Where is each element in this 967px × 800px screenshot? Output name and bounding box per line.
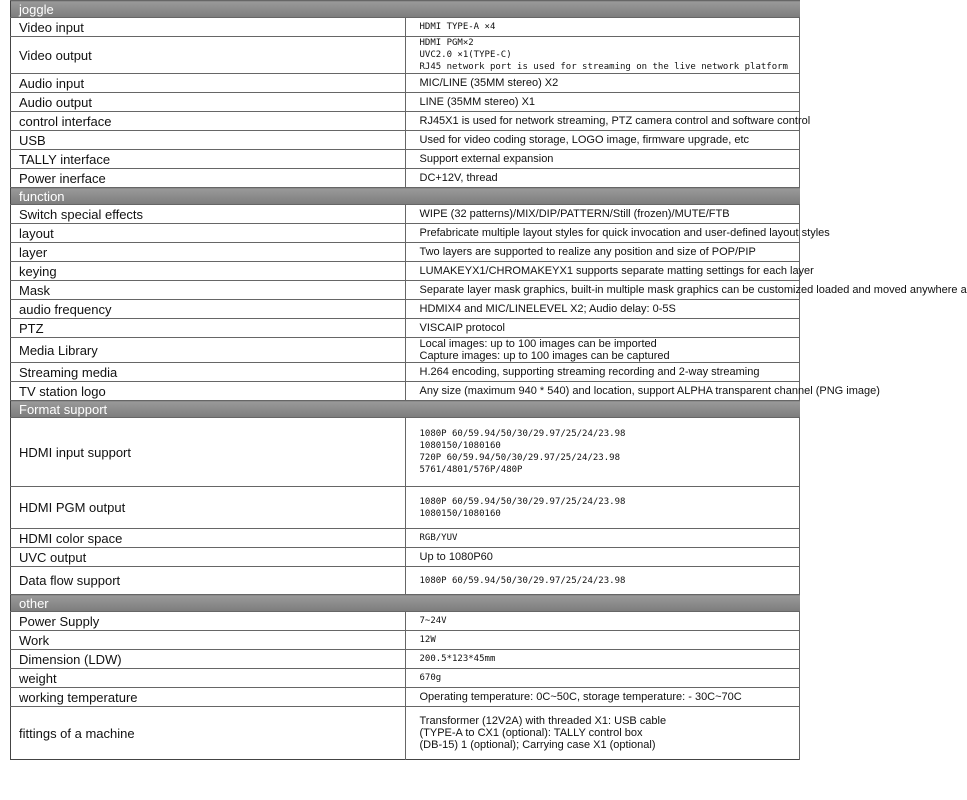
spec-value-line: LINE (35MM stereo) X1 — [419, 96, 536, 108]
spec-row-layer — [11, 243, 800, 262]
spec-label: Audio output — [11, 93, 406, 112]
spec-label: TALLY interface — [11, 150, 406, 169]
spec-value-line: HDMIX4 and MIC/LINELEVEL X2; Audio delay: 0-5S — [419, 303, 676, 315]
spec-label: Mask — [11, 281, 406, 300]
spec-value-line: Prefabricate multiple layout styles for quick invocation and user-defined layout styles — [419, 227, 830, 239]
spec-value-line: HDMI PGM×2 — [419, 38, 474, 48]
spec-label: HDMI input support — [11, 418, 406, 487]
spec-label: control interface — [11, 112, 406, 131]
spec-label: Power inerface — [11, 169, 406, 188]
spec-label: Power Supply — [11, 612, 406, 631]
section-title: Format support — [11, 401, 800, 418]
spec-value-line: Used for video coding storage, LOGO image, firmware upgrade, etc — [419, 134, 750, 146]
spec-row-audio-frequency — [11, 300, 800, 319]
spec-row-video-output — [11, 37, 800, 74]
spec-value-line: VISCAIP protocol — [419, 322, 505, 334]
section-header-joggle — [11, 1, 800, 18]
spec-value-line: RJ45X1 is used for network streaming, PTZ camera control and software control — [419, 115, 811, 127]
spec-label: fittings of a machine — [11, 707, 406, 760]
spec-label: TV station logo — [11, 382, 406, 401]
spec-value — [405, 650, 800, 669]
spec-row-audio-input — [11, 74, 800, 93]
spec-value — [405, 363, 800, 382]
spec-label: USB — [11, 131, 406, 150]
section-title: function — [11, 188, 800, 205]
spec-value-line: UVC2.0 ×1(TYPE-C) — [419, 50, 512, 60]
spec-row-power-inerface — [11, 169, 800, 188]
spec-row-switch-special-effects — [11, 205, 800, 224]
spec-value — [405, 529, 800, 548]
spec-row-keying — [11, 262, 800, 281]
spec-row-streaming-media — [11, 363, 800, 382]
spec-row-control-interface — [11, 112, 800, 131]
spec-value — [405, 281, 967, 300]
spec-value — [405, 707, 800, 760]
spec-value-line: Separate layer mask graphics, built-in multiple mask graphics can be customized loaded and moved anywhere a — [419, 284, 967, 296]
spec-row-usb — [11, 131, 800, 150]
spec-label: Video output — [11, 37, 406, 74]
spec-value — [405, 224, 830, 243]
spec-row-work — [11, 631, 800, 650]
spec-row-layout — [11, 224, 800, 243]
section-title: other — [11, 595, 800, 612]
spec-row-hdmi-input-support — [11, 418, 800, 487]
spec-value-line: RJ45 network port is used for streaming on the live network platform — [419, 62, 788, 72]
spec-label: Data flow support — [11, 567, 406, 595]
spec-row-tv-station-logo — [11, 382, 800, 401]
spec-row-working-temperature — [11, 688, 800, 707]
spec-label: audio frequency — [11, 300, 406, 319]
spec-value — [405, 169, 800, 188]
spec-value-line: 1080P 60/59.94/50/30/29.97/25/24/23.98 — [419, 575, 626, 586]
section-header-other — [11, 595, 800, 612]
spec-table — [10, 0, 967, 760]
spec-label: Dimension (LDW) — [11, 650, 406, 669]
spec-value-line: 1080150/1080160 — [419, 441, 501, 451]
spec-value — [405, 131, 800, 150]
section-header-function — [11, 188, 800, 205]
spec-label: Media Library — [11, 338, 406, 363]
spec-value — [405, 93, 800, 112]
spec-value-line: Support external expansion — [419, 153, 554, 165]
spec-value-line: Two layers are supported to realize any position and size of POP/PIP — [419, 246, 756, 258]
spec-value — [405, 150, 800, 169]
spec-label: HDMI color space — [11, 529, 406, 548]
spec-value-line: WIPE (32 patterns)/MIX/DIP/PATTERN/Still (frozen)/MUTE/FTB — [419, 208, 730, 220]
spec-value — [405, 262, 814, 281]
spec-value-line: 1080P 60/59.94/50/30/29.97/25/24/23.98 — [419, 429, 626, 439]
spec-value — [405, 112, 811, 131]
spec-value-line: HDMI TYPE-A ×4 — [419, 22, 496, 32]
spec-value-line: H.264 encoding, supporting streaming recording and 2-way streaming — [419, 366, 760, 378]
spec-value-line: Any size (maximum 940 * 540) and location, support ALPHA transparent channel (PNG image) — [419, 385, 880, 397]
spec-value-line: RGB/YUV — [419, 533, 458, 543]
spec-label: PTZ — [11, 319, 406, 338]
spec-value-line: 12W — [419, 635, 436, 645]
spec-value-line: 670g — [419, 673, 442, 683]
spec-row-weight — [11, 669, 800, 688]
spec-value-line: 200.5*123*45mm — [419, 654, 496, 664]
spec-value-line: Capture images: up to 100 images can be captured — [419, 350, 670, 362]
spec-value — [405, 300, 800, 319]
spec-label: UVC output — [11, 548, 406, 567]
spec-row-audio-output — [11, 93, 800, 112]
spec-value — [405, 418, 800, 487]
spec-value-line: Up to 1080P60 — [419, 551, 493, 563]
spec-row-hdmi-pgm-output — [11, 487, 800, 529]
spec-value — [405, 631, 800, 650]
spec-label: weight — [11, 669, 406, 688]
spec-value-line: (DB-15) 1 (optional); Carrying case X1 (optional) — [419, 739, 656, 751]
spec-row-hdmi-color-space — [11, 529, 800, 548]
spec-value — [405, 37, 800, 74]
spec-row-dimension-ldw — [11, 650, 800, 669]
spec-value — [405, 243, 800, 262]
spec-value-line: DC+12V, thread — [419, 172, 498, 184]
spec-label: Streaming media — [11, 363, 406, 382]
spec-value-line: Transformer (12V2A) with threaded X1: USB cable — [419, 715, 667, 727]
spec-value — [405, 548, 800, 567]
spec-value — [405, 18, 800, 37]
spec-label: Work — [11, 631, 406, 650]
spec-row-video-input — [11, 18, 800, 37]
spec-value — [405, 688, 800, 707]
spec-value — [405, 205, 800, 224]
section-header-format-support — [11, 401, 800, 418]
spec-row-power-supply — [11, 612, 800, 631]
spec-value — [405, 669, 800, 688]
spec-label: Switch special effects — [11, 205, 406, 224]
spec-value-line: 720P 60/59.94/50/30/29.97/25/24/23.98 — [419, 453, 620, 463]
spec-value-line: LUMAKEYX1/CHROMAKEYX1 supports separate matting settings for each layer — [419, 265, 814, 277]
spec-value-line: Operating temperature: 0C~50C, storage temperature: - 30C~70C — [419, 691, 742, 703]
spec-value — [405, 567, 800, 595]
spec-value-line: MIC/LINE (35MM stereo) X2 — [419, 77, 559, 89]
spec-label: Video input — [11, 18, 406, 37]
spec-value — [405, 74, 800, 93]
spec-label: HDMI PGM output — [11, 487, 406, 529]
spec-label: layout — [11, 224, 406, 243]
spec-label: layer — [11, 243, 406, 262]
spec-row-mask — [11, 281, 800, 300]
spec-label: keying — [11, 262, 406, 281]
spec-row-fittings-of-a-machine — [11, 707, 800, 760]
spec-value — [405, 338, 800, 363]
spec-value — [405, 487, 800, 529]
spec-label: working temperature — [11, 688, 406, 707]
spec-row-uvc-output — [11, 548, 800, 567]
spec-row-data-flow-support — [11, 567, 800, 595]
spec-value-line: 7~24V — [419, 616, 447, 626]
spec-row-media-library — [11, 338, 800, 363]
spec-row-ptz — [11, 319, 800, 338]
spec-value — [405, 612, 800, 631]
spec-value-line: (TYPE-A to CX1 (optional): TALLY control box — [419, 727, 643, 739]
spec-value — [405, 382, 880, 401]
spec-value-line: 5761/4801/576P/480P — [419, 465, 523, 475]
spec-row-tally-interface — [11, 150, 800, 169]
spec-label: Audio input — [11, 74, 406, 93]
spec-value-line: 1080150/1080160 — [419, 508, 501, 519]
spec-value-line: 1080P 60/59.94/50/30/29.97/25/24/23.98 — [419, 496, 626, 507]
spec-table-body — [11, 1, 967, 760]
section-title: joggle — [11, 1, 800, 18]
spec-value — [405, 319, 800, 338]
spec-value-line: Local images: up to 100 images can be imported — [419, 338, 657, 350]
